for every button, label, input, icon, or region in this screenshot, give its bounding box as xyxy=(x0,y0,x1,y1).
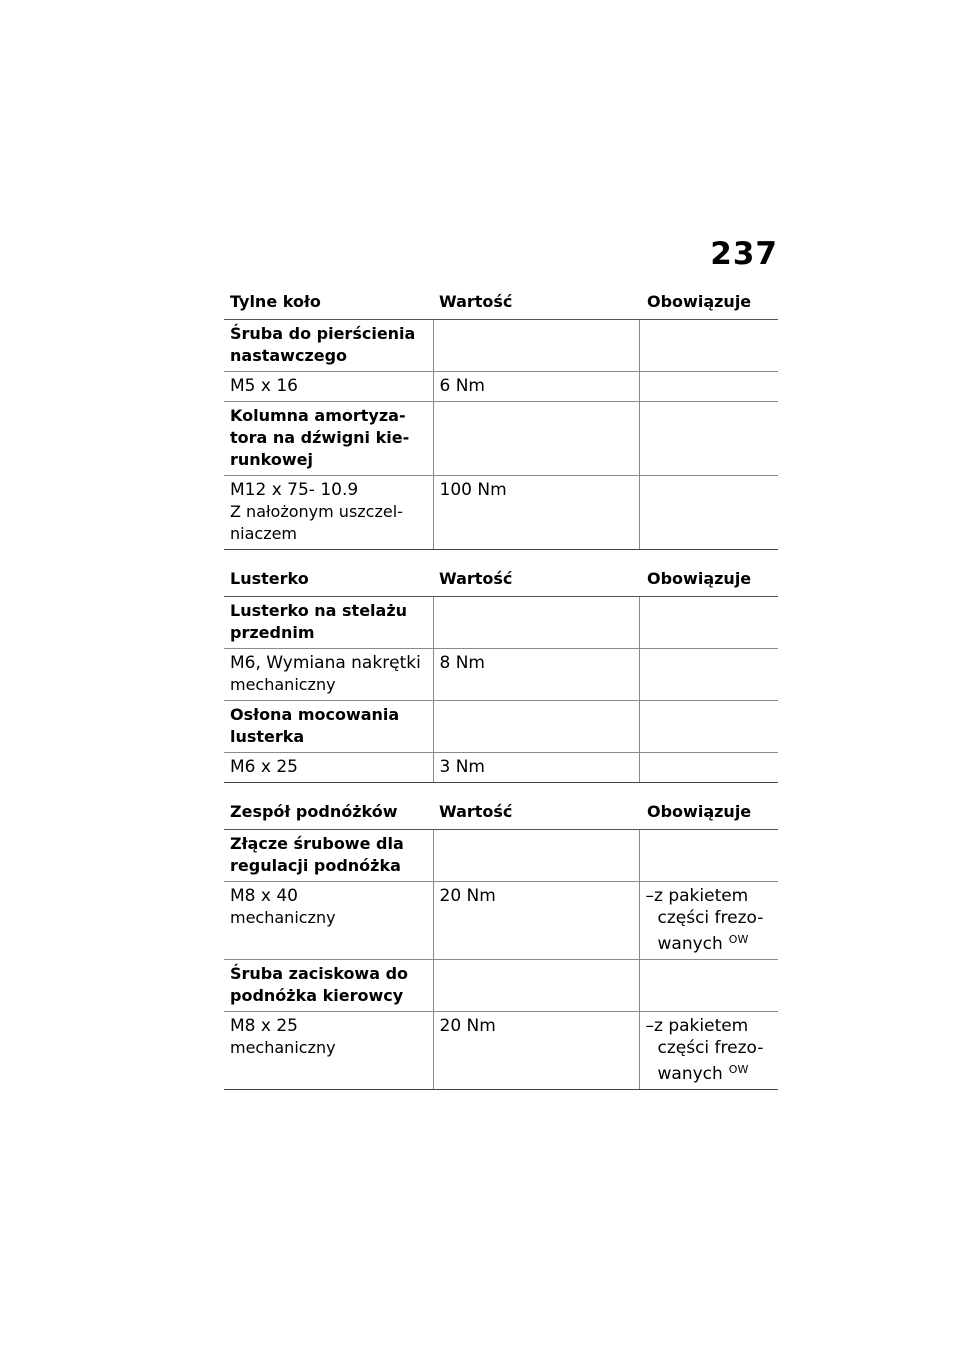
applies-sup: OW xyxy=(728,933,749,946)
table-header-row xyxy=(224,561,778,597)
row-applies xyxy=(639,320,778,372)
row-value xyxy=(433,320,639,372)
row-value: 20 Nm xyxy=(433,1012,639,1090)
row-spec xyxy=(224,753,433,783)
applies-dash-line: –z pakietem xyxy=(645,886,749,906)
table-header-row xyxy=(224,794,778,830)
row-value: 20 Nm xyxy=(433,882,639,960)
spec-line1: M8 x 40 xyxy=(230,886,298,906)
spec-line1: M8 x 25 xyxy=(230,1016,298,1036)
table-row xyxy=(224,476,778,550)
header-applies: Obowiązuje xyxy=(639,561,778,597)
table-rear-wheel xyxy=(224,284,778,550)
row-applies xyxy=(639,960,778,1012)
row-value: 6 Nm xyxy=(433,372,639,402)
header-applies: Obowiązuje xyxy=(639,794,778,830)
table-row xyxy=(224,402,778,476)
header-value: Wartość xyxy=(433,284,639,320)
header-component: Zespół podnóżków xyxy=(224,794,433,830)
spec-line2: Z nałożonym uszczel-niaczem xyxy=(230,502,403,543)
spec-line1: M6 x 25 xyxy=(230,757,298,777)
row-value xyxy=(433,830,639,882)
applies-rest xyxy=(646,907,773,955)
page-number: 237 xyxy=(710,236,778,272)
row-label xyxy=(224,402,433,476)
row-applies xyxy=(639,402,778,476)
row-spec xyxy=(224,882,433,960)
table-row xyxy=(224,882,778,960)
header-component: Lusterko xyxy=(224,561,433,597)
header-value: Wartość xyxy=(433,561,639,597)
row-label: Złącze śrubowe dla regulacji podnóżka xyxy=(224,830,433,882)
spec-line1: M6, Wymiana nakrętki xyxy=(230,653,421,673)
spec-line1: M12 x 75- 10.9 xyxy=(230,480,359,500)
header-applies: Obowiązuje xyxy=(639,284,778,320)
spec-line2: mechaniczny xyxy=(230,675,336,694)
header-value: Wartość xyxy=(433,794,639,830)
spec-line1: M5 x 16 xyxy=(230,376,298,396)
table-mirror xyxy=(224,561,778,783)
row-value xyxy=(433,597,639,649)
spec-line2: mechaniczny xyxy=(230,1038,336,1057)
table-row xyxy=(224,372,778,402)
row-applies xyxy=(639,882,778,960)
row-label: Lusterko na stelażu przednim xyxy=(224,597,433,649)
row-applies xyxy=(639,649,778,701)
applies-dash-line: –z pakietem xyxy=(645,1016,749,1036)
table-row xyxy=(224,1012,778,1090)
row-label-text: Kolumna amortyza-tora na dźwigni kie-runkowej xyxy=(230,406,410,469)
row-spec xyxy=(224,1012,433,1090)
table-row xyxy=(224,701,778,753)
row-applies xyxy=(639,372,778,402)
spec-line2: mechaniczny xyxy=(230,908,336,927)
table-row xyxy=(224,320,778,372)
applies-rest xyxy=(646,1037,773,1085)
row-spec xyxy=(224,649,433,701)
row-value: 8 Nm xyxy=(433,649,639,701)
spec-content xyxy=(224,284,778,1101)
row-label: Śruba zaciskowa do podnóżka kierowcy xyxy=(224,960,433,1012)
table-row xyxy=(224,753,778,783)
table-row xyxy=(224,597,778,649)
row-applies xyxy=(639,701,778,753)
row-applies xyxy=(639,1012,778,1090)
table-footrests xyxy=(224,794,778,1090)
table-header-row xyxy=(224,284,778,320)
row-value xyxy=(433,960,639,1012)
table-row xyxy=(224,960,778,1012)
applies-rest-text: części frezo-wanych xyxy=(657,1038,764,1084)
header-component: Tylne koło xyxy=(224,284,433,320)
row-value: 100 Nm xyxy=(433,476,639,550)
row-spec xyxy=(224,476,433,550)
row-applies xyxy=(639,830,778,882)
table-row xyxy=(224,649,778,701)
row-value: 3 Nm xyxy=(433,753,639,783)
table-row xyxy=(224,830,778,882)
row-label: Śruba do pierścienia nastawczego xyxy=(224,320,433,372)
row-applies xyxy=(639,753,778,783)
applies-sup: OW xyxy=(728,1063,749,1076)
row-value xyxy=(433,402,639,476)
row-applies xyxy=(639,597,778,649)
row-spec xyxy=(224,372,433,402)
applies-rest-text: części frezo-wanych xyxy=(657,908,764,954)
row-value xyxy=(433,701,639,753)
row-label: Osłona mocowania lusterka xyxy=(224,701,433,753)
row-applies xyxy=(639,476,778,550)
